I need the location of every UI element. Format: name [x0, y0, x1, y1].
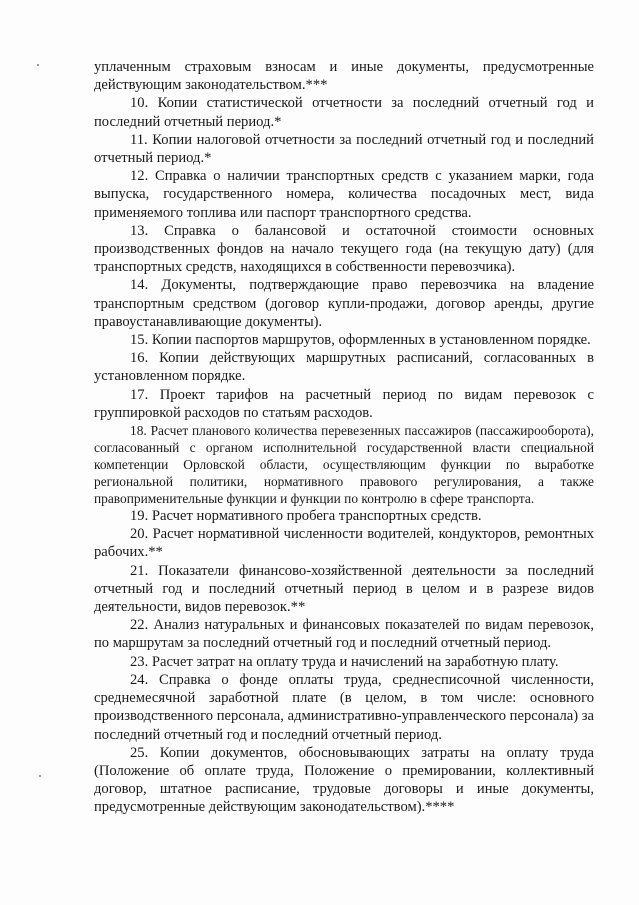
- scan-speck: [39, 775, 41, 777]
- paragraph-18: 18. Расчет планового количества перевезенных пассажиров (пассажирооборота), согласованный с органом исполнительной государственной власти специальной компетенции Орловской области, осуществляющим функции по выработке региональной политики, нормативного правового регулирования, а также правоприменительные функции и функции по контролю в сфере транспорта.: [94, 423, 594, 507]
- paragraph-17: 17. Проект тарифов на расчетный период по видам перевозок с группировкой расходов по статьям расходов.: [94, 386, 594, 421]
- paragraph-10: 10. Копии статистической отчетности за последний отчетный год и последний отчетный период.*: [94, 95, 594, 130]
- paragraph-15: 15. Копии паспортов маршрутов, оформленных в установленном порядке.: [130, 332, 591, 349]
- paragraph-19: 19. Расчет нормативного пробега транспортных средств.: [130, 508, 482, 525]
- paragraph-16: 16. Копии действующих маршрутных расписаний, согласованных в установленном порядке.: [94, 350, 594, 385]
- paragraph-11: 11. Копии налоговой отчетности за последний отчетный год и последний отчетный период.*: [94, 131, 594, 167]
- paragraph-13: 13. Справка о балансовой и остаточной стоимости основных производственных фондов на начало текущего года (на текущую дату) (для транспортных средств, находящихся в собственности перевозчика).: [94, 222, 594, 276]
- document-body: [94, 58, 594, 817]
- paragraph-14: 14. Документы, подтверждающие право перевозчика на владение транспортным средством (договор купли-продажи, договор аренды, другие правоустанавливающие документы).: [94, 277, 594, 330]
- paragraph-21: 21. Показатели финансово-хозяйственной деятельности за последний отчетный год и последний отчетный период в целом и в разрезе видов деятельности, видов перевозок.**: [94, 562, 594, 616]
- paragraph-25: 25. Копии документов, обосновывающих затраты на оплату труда (Положение об оплате труда, Положение о премировании, коллективный договор, штатное расписание, трудовые договоры и иные документы, предусмотренные действующим законодательством).****: [94, 744, 594, 816]
- paragraph-24: 24. Справка о фонде оплаты труда, среднесписочной численности, среднемесячной заработной плате (в целом, в том числе: основного производственного персонала, административно-управленческого персонала) за последний отчетный год и последний отчетный период.: [94, 671, 594, 743]
- paragraph-12: 12. Справка о наличии транспортных средств с указанием марки, года выпуска, государственного номера, количества посадочных мест, вида применяемого топлива или паспорт транспортного средства.: [94, 168, 594, 221]
- paragraph-22: 22. Анализ натуральных и финансовых показателей по видам перевозок, по маршрутам за последний отчетный год и последний отчетный период.: [94, 617, 594, 652]
- paragraph-23: 23. Расчет затрат на оплату труда и начислений на заработную плату.: [130, 653, 559, 670]
- paragraph-20: 20. Расчет нормативной численности водителей, кондукторов, ремонтных рабочих.**: [94, 526, 594, 561]
- paragraph-9-continuation: уплаченным страховым взносам и иные документы, предусмотренные действующим законодательством.***: [94, 59, 594, 94]
- scan-speck: [37, 64, 39, 66]
